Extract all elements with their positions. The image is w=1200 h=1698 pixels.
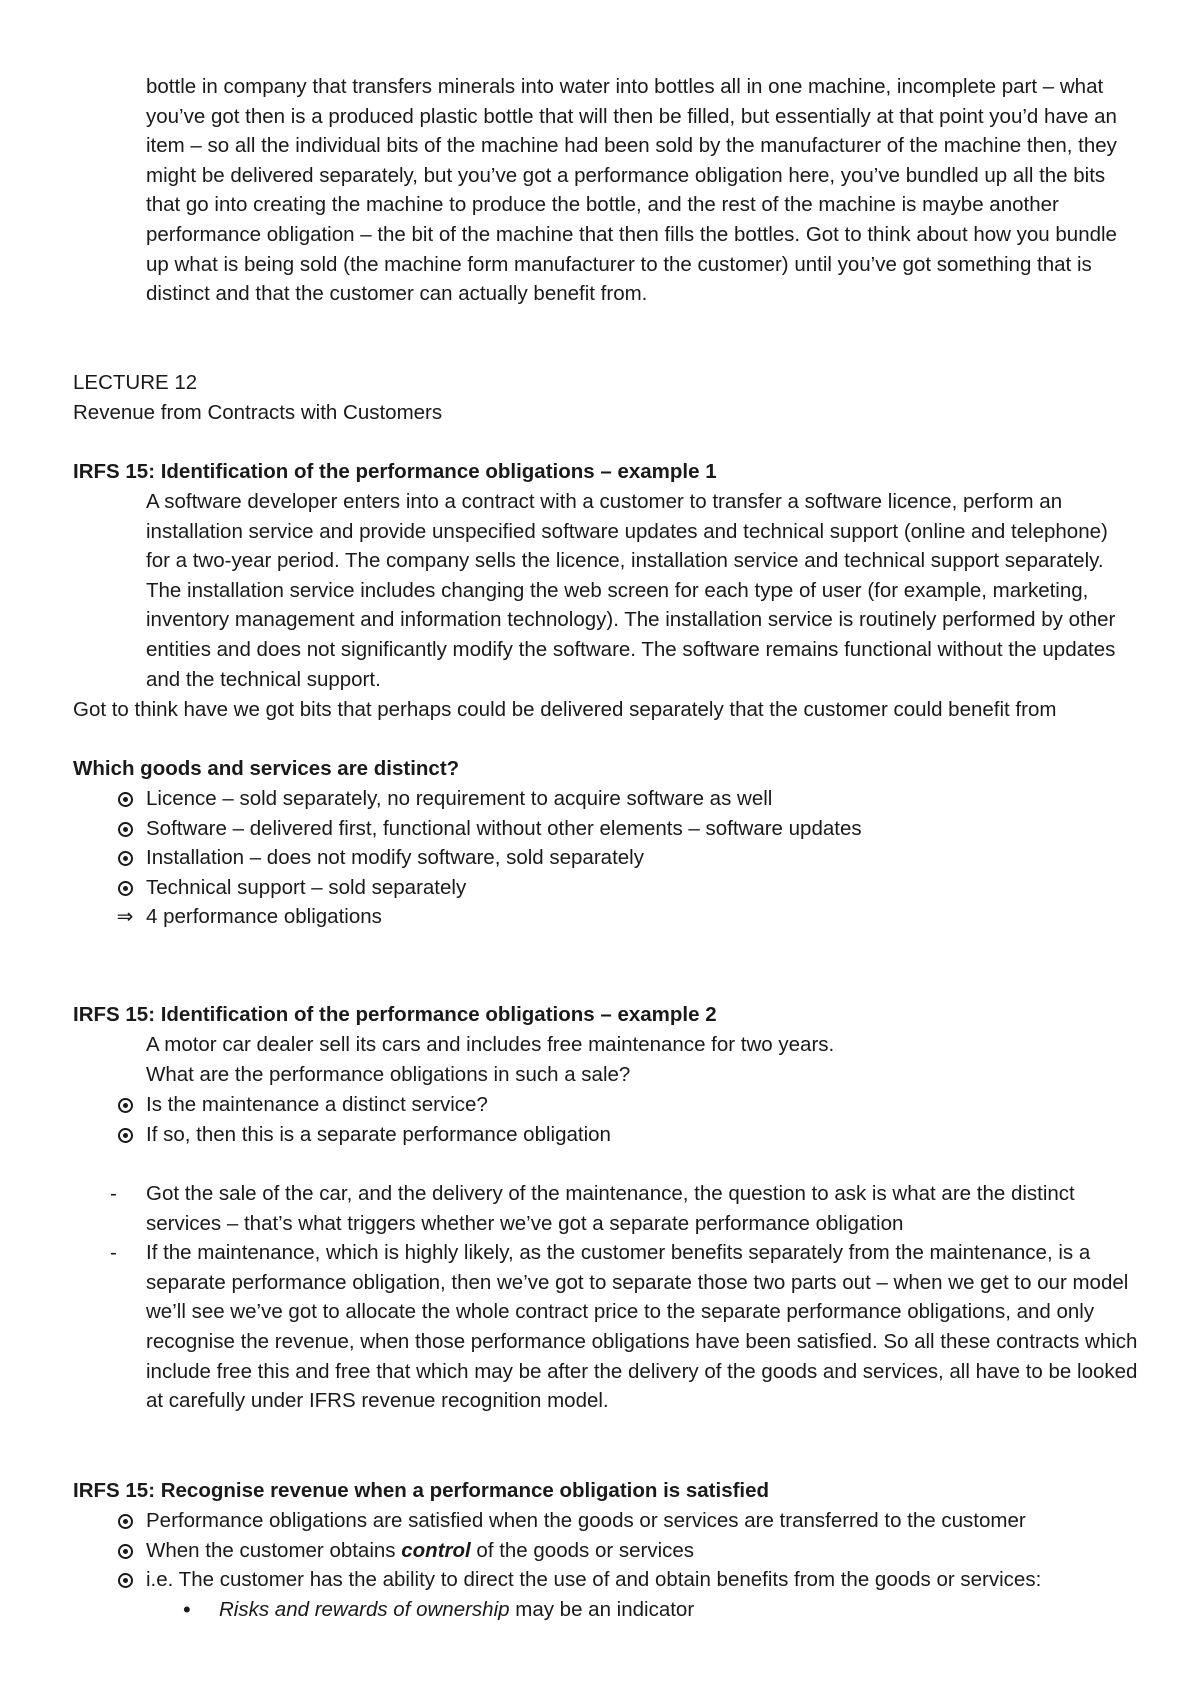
lecture-number: LECTURE 12 [73,371,198,394]
implies-arrow-icon: ⇒ [116,904,134,929]
list-item: Is the maintenance a distinct service? [73,1090,1138,1120]
control-emphasis: control [401,1538,471,1562]
target-bullet-icon [113,1565,137,1595]
target-bullet-icon [113,1506,137,1536]
example1-question: Which goods and services are distinct? [73,757,460,780]
list-item: Software – delivered first, functional without other elements – software updates [73,814,1138,844]
example2-heading: IRFS 15: Identification of the performance obligations – example 2 [73,1003,717,1026]
list-item: Licence – sold separately, no requirement to acquire software as well [73,784,1138,814]
example1-note: Got to think have we got bits that perhaps could be delivered separately that the customer could benefit from [73,698,1057,721]
dot-bullet-icon: • [183,1597,191,1622]
example2-notes [73,1179,1138,1416]
recognise-sublist [73,1595,1138,1625]
target-bullet-icon [113,1090,137,1120]
list-item: Technical support – sold separately [73,873,1138,903]
target-bullet-icon [113,814,137,844]
target-bullet-icon [113,784,137,814]
target-bullet-icon [113,1120,137,1150]
dash-bullet-icon: - [110,1182,117,1205]
example2-line2: What are the performance obligations in such a sale? [146,1063,631,1086]
list-item: When the customer obtains control of the goods or services [73,1536,1138,1566]
recognise-list [73,1506,1138,1595]
conclusion-item: ⇒ 4 performance obligations [73,902,1138,932]
example1-description: A software developer enters into a contract with a customer to transfer a software licence, perform an installation service and provide unspecified software updates and technical support (online and telephone) for a two-year period. The company sells the licence, installation service and technical support separately. The installation service includes changing the web screen for each type of user (for example, marketing, inventory management and information technology). The installation service is routinely performed by other entities and does not significantly modify the software. The software remains functional without the updates and the technical support. [146,490,1116,691]
example1-heading: IRFS 15: Identification of the performance obligations – example 1 [73,460,717,483]
lecture-title: Revenue from Contracts with Customers [73,401,443,424]
sub-list-item: • Risks and rewards of ownership may be an indicator [73,1595,1138,1625]
example2-line1: A motor car dealer sell its cars and includes free maintenance for two years. [146,1033,835,1056]
list-item: Installation – does not modify software, sold separately [73,843,1138,873]
example2-list [73,1090,1138,1149]
note-item: - Got the sale of the car, and the delivery of the maintenance, the question to ask is what are the distinct services – that’s what triggers whether we’ve got a separate performance obligation [73,1179,1138,1238]
dash-bullet-icon: - [110,1241,117,1265]
list-item: If so, then this is a separate performance obligation [73,1120,1138,1150]
intro-paragraph: bottle in company that transfers minerals into water into bottles all in one machine, incomplete part – what you’ve got then is a produced plastic bottle that will then be filled, but essentially at that point you’d have an item – so all the individual bits of the machine had been sold by the manufacturer of the machine then, they might be delivered separately, but you’ve got a performance obligation here, you’ve bundled up all the bits that go into creating the machine to produce the bottle, and the rest of the machine is maybe another performance obligation – the bit of the machine that then fills the bottles. Got to think about how you bundle up what is being sold (the machine form manufacturer to the customer) until you’ve got something that is distinct and that the customer can actually benefit from. [146,75,1117,306]
example1-list [73,784,1138,932]
list-item: Performance obligations are satisfied when the goods or services are transferred to the customer [73,1506,1138,1536]
target-bullet-icon [113,1536,137,1566]
target-bullet-icon [113,873,137,903]
risks-rewards-emphasis: Risks and rewards of ownership [219,1598,510,1621]
target-bullet-icon [113,843,137,873]
recognise-heading: IRFS 15: Recognise revenue when a performance obligation is satisfied [73,1479,770,1502]
note-item: - If the maintenance, which is highly likely, as the customer benefits separately from the maintenance, is a separate performance obligation, then we’ve got to separate those two parts out – when we get to our model we’ll see we’ve got to allocate the whole contract price to the separate performance obligations, and only recognise the revenue, when those performance obligations have been satisfied. So all these contracts which include free this and free that which may be after the delivery of the goods and services, all have to be looked at carefully under IFRS revenue recognition model. [73,1238,1138,1416]
list-item: i.e. The customer has the ability to direct the use of and obtain benefits from the goods or services: [73,1565,1138,1595]
